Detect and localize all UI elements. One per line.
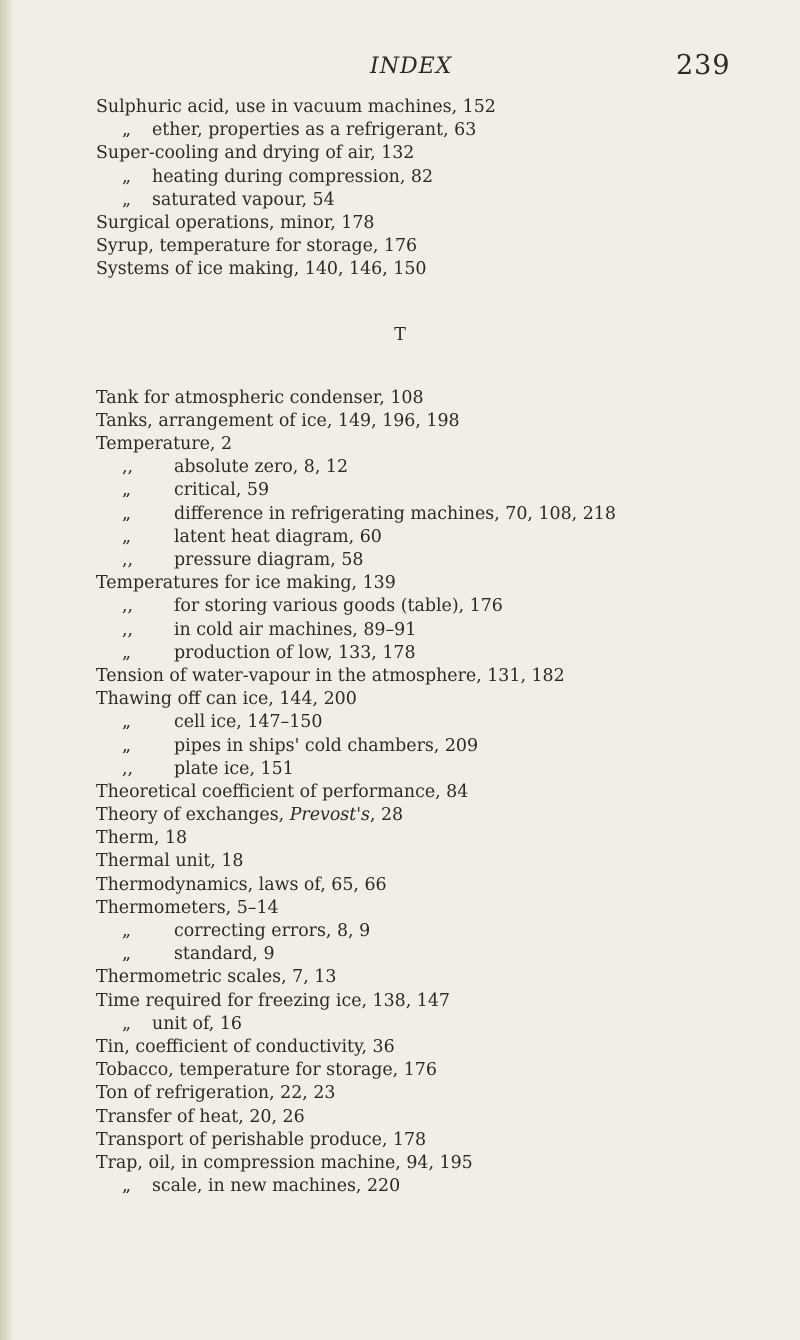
index-entry [96, 96, 786, 119]
index-entry [96, 804, 786, 827]
entry-text: Theory of exchanges, Prevost's, 28 [96, 805, 404, 826]
index-entry [96, 850, 786, 873]
index-entry [96, 943, 786, 966]
index-entry [96, 433, 786, 456]
entry-text: Temperatures for ice making, 139 [96, 573, 396, 594]
index-entry [96, 990, 786, 1013]
index-entry [96, 920, 786, 943]
index-entry [96, 827, 786, 850]
entry-text: Trap, oil, in compression machine, 94, 195 [96, 1152, 473, 1173]
index-entry [96, 1013, 786, 1036]
entry-text: latent heat diagram, 60 [174, 526, 382, 547]
ditto-mark: „ [122, 1176, 132, 1197]
entry-text: difference in refrigerating machines, 70, 108, 218 [174, 503, 616, 524]
ditto-mark: „ [122, 480, 132, 501]
entry-text: Systems of ice making, 140, 146, 150 [96, 259, 427, 280]
index-entry [96, 1129, 786, 1152]
entry-text: Surgical operations, minor, 178 [96, 212, 375, 233]
index-entry [96, 897, 786, 920]
entry-text: plate ice, 151 [174, 758, 294, 779]
index-entry [96, 1082, 786, 1105]
index-entry [96, 874, 786, 897]
index-entry [96, 1106, 786, 1129]
entry-text: Time required for freezing ice, 138, 147 [96, 990, 450, 1011]
page-binding-edge [0, 0, 14, 1340]
index-entry [96, 665, 786, 688]
ditto-mark: ,, [122, 550, 134, 570]
index-entry [96, 735, 786, 758]
entry-text: Thawing off can ice, 144, 200 [96, 689, 357, 710]
entry-text: Tanks, arrangement of ice, 149, 196, 198 [96, 410, 460, 431]
ditto-mark: „ [122, 944, 132, 965]
index-entry [96, 572, 786, 595]
entry-text: Transfer of heat, 20, 26 [96, 1106, 305, 1127]
ditto-mark: „ [122, 189, 132, 210]
index-entry [96, 1152, 786, 1175]
index-entry [96, 410, 786, 433]
ditto-mark: „ [122, 642, 132, 663]
index-entry [96, 595, 786, 618]
entry-text: cell ice, 147–150 [174, 712, 323, 733]
index-entry [96, 503, 786, 526]
index-entry [96, 781, 786, 804]
index-entry [96, 1036, 786, 1059]
index-entry [96, 235, 786, 258]
entry-text: production of low, 133, 178 [174, 642, 416, 663]
entry-text: Thermal unit, 18 [96, 851, 244, 872]
entry-text: standard, 9 [174, 944, 275, 965]
entry-text: Sulphuric acid, use in vacuum machines, 152 [96, 97, 496, 117]
index-entry [96, 166, 786, 189]
index-entry [96, 1175, 786, 1198]
index-entry [96, 688, 786, 711]
entry-text: pipes in ships' cold chambers, 209 [174, 735, 479, 756]
page-header [0, 48, 800, 88]
index-entry [96, 258, 786, 281]
ditto-mark: „ [122, 735, 132, 756]
page-number: 239 [676, 50, 731, 81]
entry-text: Thermodynamics, laws of, 65, 66 [96, 874, 387, 895]
entry-text: saturated vapour, 54 [152, 189, 335, 210]
entry-text: Ton of refrigeration, 22, 23 [96, 1083, 336, 1104]
entry-text: Theoretical coefficient of performance, 84 [96, 781, 469, 802]
entry-text: Tin, coefficient of conductivity, 36 [96, 1036, 395, 1057]
letter-heading: T [394, 324, 406, 345]
entry-text: scale, in new machines, 220 [152, 1176, 401, 1197]
entry-text: Super-cooling and drying of air, 132 [96, 143, 415, 164]
entry-text: in cold air machines, 89–91 [174, 619, 417, 640]
entry-text: pressure diagram, 58 [174, 550, 364, 570]
ditto-mark: „ [122, 921, 132, 941]
ditto-mark: „ [122, 1013, 132, 1034]
index-entry [96, 619, 786, 642]
entry-text: Temperature, 2 [96, 434, 233, 455]
ditto-mark: „ [122, 526, 132, 547]
index-entries [96, 96, 786, 1198]
entry-text: Thermometers, 5–14 [96, 897, 279, 918]
index-entry [96, 387, 786, 410]
index-entry [96, 526, 786, 549]
ditto-mark: ,, [122, 596, 134, 617]
ditto-mark: ,, [122, 758, 134, 779]
ditto-mark: „ [122, 712, 132, 733]
index-entry [96, 142, 786, 165]
ditto-mark: „ [122, 120, 132, 141]
entry-text: heating during compression, 82 [152, 166, 434, 187]
entry-text: Tobacco, temperature for storage, 176 [96, 1060, 437, 1081]
index-entry [96, 189, 786, 212]
entry-text: Tank for atmospheric condenser, 108 [96, 387, 424, 408]
index-entry [96, 456, 786, 479]
entry-text: Thermometric scales, 7, 13 [96, 967, 337, 988]
index-entry [96, 212, 786, 235]
ditto-mark: „ [122, 503, 132, 524]
index-entry [96, 966, 786, 989]
index-entry [96, 642, 786, 665]
index-section-t [96, 387, 786, 1199]
ditto-mark: „ [122, 166, 132, 187]
index-entry [96, 711, 786, 734]
entry-text: Transport of perishable produce, 178 [96, 1129, 427, 1150]
ditto-mark: ,, [122, 619, 134, 640]
entry-text: Tension of water-vapour in the atmosphere, 131, 182 [96, 665, 565, 686]
entry-text: correcting errors, 8, 9 [174, 921, 371, 941]
ditto-mark: ,, [122, 457, 134, 478]
index-entry [96, 479, 786, 502]
entry-text: for storing various goods (table), 176 [174, 596, 503, 617]
entry-text: unit of, 16 [152, 1013, 242, 1034]
running-head: INDEX [370, 54, 453, 79]
index-section-s [96, 96, 786, 282]
entry-text: ether, properties as a refrigerant, 63 [152, 120, 477, 141]
entry-text: critical, 59 [174, 480, 270, 501]
entry-text: Therm, 18 [96, 828, 188, 849]
entry-text: absolute zero, 8, 12 [174, 457, 349, 478]
index-entry [96, 549, 786, 572]
entry-text: Syrup, temperature for storage, 176 [96, 236, 418, 257]
index-entry [96, 119, 786, 142]
index-entry [96, 1059, 786, 1082]
index-entry [96, 758, 786, 781]
